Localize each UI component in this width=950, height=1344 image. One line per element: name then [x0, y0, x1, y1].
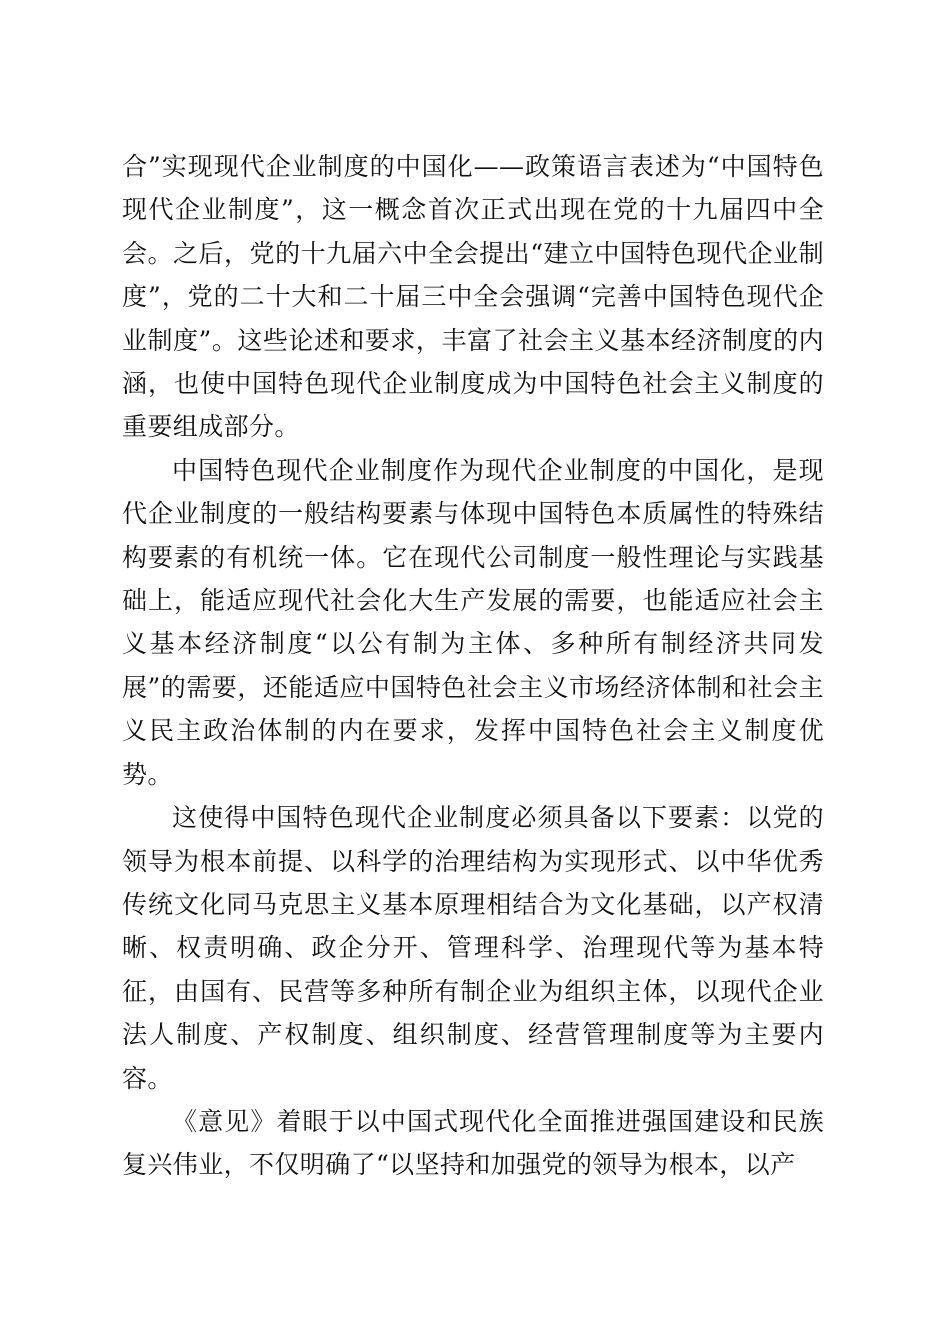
body-text	[122, 145, 824, 1187]
paragraph-continuation: 合”实现现代企业制度的中国化——政策语言表述为“中国特色现代企业制度”，这一概念首次正式出现在党的十九届四中全会。之后，党的十九届六中全会提出“建立中国特色现代企业制度”，党的二十大和二十届三中全会强调“完善中国特色现代企业制度”。这些论述和要求，丰富了社会主义基本经济制度的内涵，也使中国特色现代企业制度成为中国特色社会主义制度的重要组成部分。	[122, 152, 824, 442]
paragraph-definition: 中国特色现代企业制度作为现代企业制度的中国化，是现代企业制度的一般结构要素与体现中国特色本质属性的特殊结构要素的有机统一体。它在现代公司制度一般性理论与实践基础上，能适应现代社会化大生产发展的需要，也能适应社会主义基本经济制度“以公有制为主体、多种所有制经济共同发展”的需要，还能适应中国特色社会主义市场经济体制和社会主义民主政治体制的内在要求，发挥中国特色社会主义制度优势。	[122, 455, 824, 789]
paragraph-elements: 这使得中国特色现代企业制度必须具备以下要素：以党的领导为根本前提、以科学的治理结构为实现形式、以中华优秀传统文化同马克思主义基本原理相结合为文化基础，以产权清晰、权责明确、政企分开、管理科学、治理现代等为基本特征，由国有、民营等多种所有制企业为组织主体，以现代企业法人制度、产权制度、组织制度、经营管理制度等为主要内容。	[122, 803, 824, 1093]
paragraph-opinion: 《意见》着眼于以中国式现代化全面推进强国建设和民族复兴伟业，不仅明确了“以坚持和加强党的领导为根本，以产	[122, 1106, 824, 1180]
